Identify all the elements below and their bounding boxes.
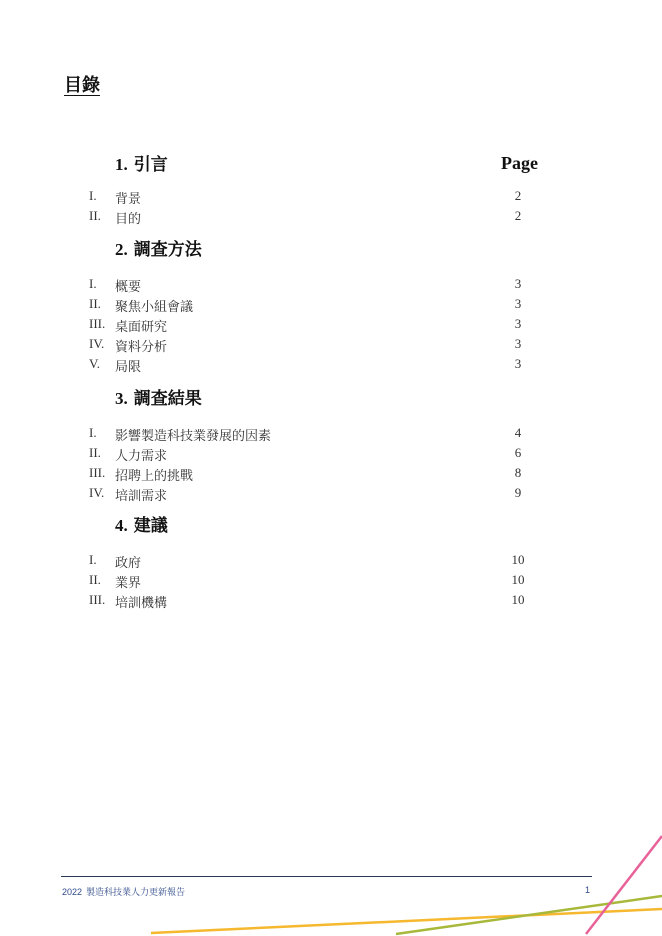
entry-page-number: 3 — [514, 316, 522, 331]
entry-page-number: 3 — [514, 276, 522, 291]
entry-page-number: 9 — [514, 485, 522, 500]
entry-numeral: I. — [89, 552, 97, 567]
deco-line-pink — [586, 836, 662, 934]
entry-page-number: 10 — [511, 572, 525, 587]
entry-label: 人力需求 — [115, 449, 168, 464]
entry-numeral: IV. — [89, 336, 105, 351]
section-title: 調查結果 — [133, 389, 202, 409]
entry-numeral: I. — [89, 188, 97, 203]
section-number: 2. — [115, 240, 128, 259]
section-number: 4. — [115, 516, 128, 535]
section-number: 1. — [115, 155, 128, 174]
entry-page-number: 10 — [511, 592, 525, 607]
toc-title: 目錄 — [64, 75, 100, 96]
entry-label: 業界 — [115, 576, 142, 591]
entry-page-number: 3 — [514, 336, 522, 351]
entry-label: 概要 — [115, 280, 142, 295]
section-title: 建議 — [133, 516, 168, 536]
entry-label: 影響製造科技業發展的因素 — [115, 429, 272, 444]
entry-numeral: III. — [89, 316, 106, 331]
entry-page-number: 8 — [514, 465, 522, 480]
entry-label: 目的 — [115, 212, 142, 227]
page-column-header: Page — [501, 153, 538, 173]
entry-label: 培訓需求 — [115, 489, 168, 504]
entry-numeral: II. — [89, 572, 101, 587]
entry-numeral: IV. — [89, 485, 105, 500]
entry-page-number: 10 — [511, 552, 525, 567]
entry-numeral: V. — [89, 356, 100, 371]
entry-numeral: II. — [89, 208, 101, 223]
entry-numeral: I. — [89, 276, 97, 291]
entry-label: 培訓機構 — [115, 596, 168, 611]
entry-page-number: 3 — [514, 356, 522, 371]
entry-numeral: II. — [89, 296, 101, 311]
entry-label: 資料分析 — [115, 340, 168, 355]
section-number: 3. — [115, 389, 128, 408]
section-title: 調查方法 — [133, 240, 202, 260]
entry-page-number: 4 — [514, 425, 522, 440]
footer-title: 製造科技業人力更新報告 — [86, 888, 186, 898]
entry-page-number: 6 — [514, 445, 522, 460]
entry-numeral: II. — [89, 445, 101, 460]
entry-label: 聚焦小組會議 — [115, 300, 194, 315]
section-title: 引言 — [133, 155, 168, 175]
entry-page-number: 3 — [514, 296, 522, 311]
entry-numeral: III. — [89, 465, 106, 480]
entry-numeral: III. — [89, 592, 106, 607]
entry-label: 桌面研究 — [115, 320, 168, 335]
deco-line-olive — [396, 896, 662, 934]
deco-line-yellow — [151, 909, 662, 933]
footer-year: 2022 — [62, 887, 83, 897]
entry-label: 招聘上的挑戰 — [115, 469, 194, 484]
footer-page-number: 1 — [585, 885, 591, 895]
entry-page-number: 2 — [514, 188, 522, 203]
entry-page-number: 2 — [514, 208, 522, 223]
entry-label: 局限 — [115, 360, 142, 375]
entry-numeral: I. — [89, 425, 97, 440]
entry-label: 政府 — [115, 556, 142, 571]
entry-label: 背景 — [115, 192, 142, 207]
